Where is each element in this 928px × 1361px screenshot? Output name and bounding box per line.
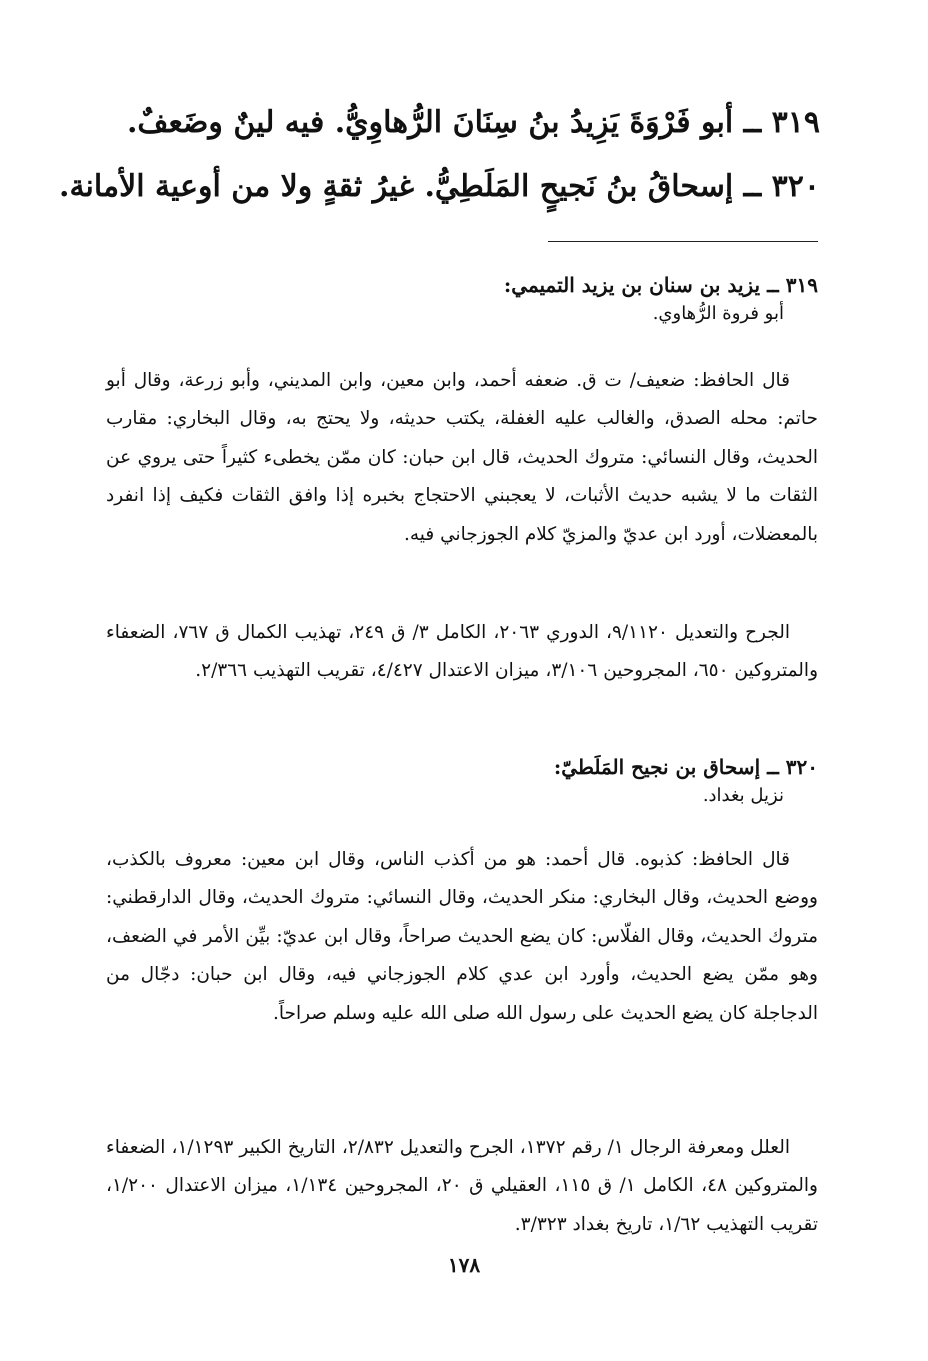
note-subheading: نزيل بغداد. bbox=[702, 785, 784, 806]
main-entry-320: ٣٢٠ ــ إسحاقُ بنُ نَجيحٍ المَلَطِيُّ. غيرُ ثقةٍ ولا من أوعية الأمانة. bbox=[59, 169, 820, 204]
footnote-divider bbox=[548, 241, 818, 242]
note-320-hafiz-paragraph: قال الحافظ: كذبوه. قال أحمد: هو من أكذب الناس، وقال ابن معين: معروف بالكذب، ووضع الحديث، وقال البخاري: منكر الحديث، وقال النسائي: متروك الحديث، وقال الدارقطني: متروك الحديث، وقال الفلّاس: كان يضع الحديث صراحاً، وقال ابن عديّ: بيِّن الأمر في الضعف، وهو ممّن يضع الحديث، وأورد ابن عدي كلام الجوزجاني فيه، وقال ابن حبان: دجّال من الدجاجلة كان يضع الحديث على رسول الله صلى الله عليه وسلم صراحاً. bbox=[106, 849, 818, 1024]
note-319-hafiz-paragraph: قال الحافظ: ضعيف/ ت ق. ضعفه أحمد، وابن معين، وابن المديني، وأبو زرعة، وقال أبو حاتم: محله الصدق، والغالب عليه الغفلة، يكتب حديثه، ولا يحتج به، وقال البخاري: مقارب الحديث، وقال النسائي: متروك الحديث، قال ابن حبان: كان ممّن يخطىء كثيراً حتى يروي عن الثقات ما لا يشبه حديث الأثبات، لا يعجبني الاحتجاج بخبره إذا وافق الثقات فكيف إذا انفرد بالمعضلات، أورد ابن عديّ والمزيّ كلام الجوزجاني فيه. bbox=[106, 370, 818, 545]
note-319-sources-paragraph: الجرح والتعديل ٩/١١٢٠، الدوري ٢٠٦٣، الكامل ٣/ ق ٢٤٩، تهذيب الكمال ق ٧٦٧، الضعفاء والمتروكين ٦٥٠، المجروحين ٣/١٠٦، ميزان الاعتدال ٤/٤٢٧، تقريب التهذيب ٢/٣٦٦. bbox=[106, 622, 818, 682]
note-heading: ٣٢٠ ــ إسحاق بن نجيح المَلَطيّ: bbox=[553, 755, 818, 779]
note-320-header bbox=[106, 752, 818, 810]
note-heading: ٣١٩ ــ يزيد بن سنان بن يزيد التميمي: bbox=[503, 273, 818, 297]
note-320-sources-paragraph: العلل ومعرفة الرجال ١/ رقم ١٣٧٢، الجرح والتعديل ٢/٨٣٢، التاريخ الكبير ١/١٢٩٣، الضعفاء والمتروكين ٤٨، الكامل ١/ ق ١١٥، العقيلي ق ٢٠، المجروحين ١/١٣٤، ميزان الاعتدال ١/٢٠٠، تقريب التهذيب ١/٦٢، تاريخ بغداد ٣/٣٢٣. bbox=[106, 1137, 818, 1235]
note-subheading: أبو فروة الرُّهاوي. bbox=[652, 303, 784, 324]
page-number: ١٧٨ bbox=[447, 1253, 481, 1277]
note-319-header bbox=[106, 270, 818, 328]
main-entry-319: ٣١٩ ــ أبو فَرْوَةَ يَزِيدُ بنُ سِنَانَ الرُّهاوِيُّ. فيه لينٌ وضَعفٌ. bbox=[126, 105, 820, 140]
